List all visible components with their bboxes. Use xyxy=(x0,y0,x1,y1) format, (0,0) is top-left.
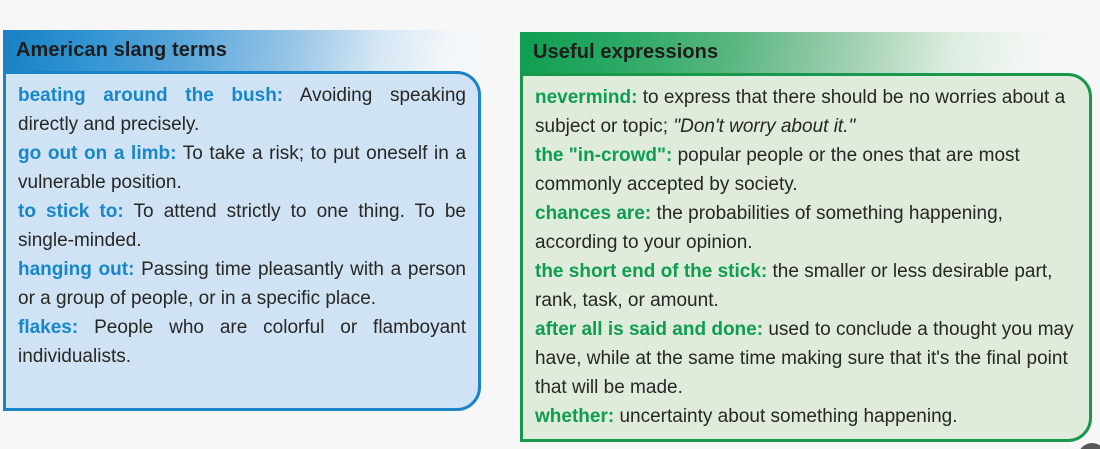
panel-title: American slang terms xyxy=(16,39,227,61)
entry-term: go out on a limb: xyxy=(18,143,177,164)
panel-title: Useful expressions xyxy=(533,41,719,63)
panel-header-useful-expressions xyxy=(520,32,1098,73)
panel-header-american-slang xyxy=(3,30,510,71)
definition-entry: hanging out: Passing time pleasantly with a person or a group of people, or in a specific place. xyxy=(18,259,466,309)
partial-circle-decoration xyxy=(1078,443,1100,449)
entry-term: whether: xyxy=(535,406,615,427)
entry-term: hanging out: xyxy=(18,259,135,280)
entry-term: beating around the bush: xyxy=(18,85,284,106)
definition-entry: whether: uncertainty about something happening. xyxy=(535,406,958,427)
definition-entry: go out on a limb: To take a risk; to put oneself in a vulnerable position. xyxy=(18,143,467,193)
definition-entry: nevermind: to express that there should be no worries about a subject or topic; "Don't worry about it." xyxy=(535,87,1066,137)
definition-entry: to stick to: To attend strictly to one thing. To be single-minded. xyxy=(18,201,466,251)
entry-term: flakes: xyxy=(18,317,79,338)
entry-term: the "in-crowd": xyxy=(535,145,673,166)
definition-entry: the "in-crowd": popular people or the ones that are most commonly accepted by society. xyxy=(535,145,1020,195)
definition-entry: the short end of the stick: the smaller or less desirable part, rank, task, or amount. xyxy=(535,261,1053,311)
panel-body-useful-expressions xyxy=(520,73,1092,442)
definition-entry: chances are: the probabilities of something happening, according to your opinion. xyxy=(535,203,1003,253)
definition-entry: beating around the bush: Avoiding speaking directly and precisely. xyxy=(18,85,467,135)
entry-term: after all is said and done: xyxy=(535,319,764,340)
definition-entry: flakes: People who are colorful or flamboyant individualists. xyxy=(18,317,466,367)
entry-term: to stick to: xyxy=(18,201,124,222)
entry-term: the short end of the stick: xyxy=(535,261,768,282)
panel-body-american-slang xyxy=(3,71,481,411)
definition-entry: after all is said and done: used to conclude a thought you may have, while at the same time making sure that it's the final point that will be made. xyxy=(535,319,1074,398)
entry-italic-quote: "Don't worry about it." xyxy=(673,116,856,137)
entry-term: chances are: xyxy=(535,203,652,224)
entry-term: nevermind: xyxy=(535,87,638,108)
